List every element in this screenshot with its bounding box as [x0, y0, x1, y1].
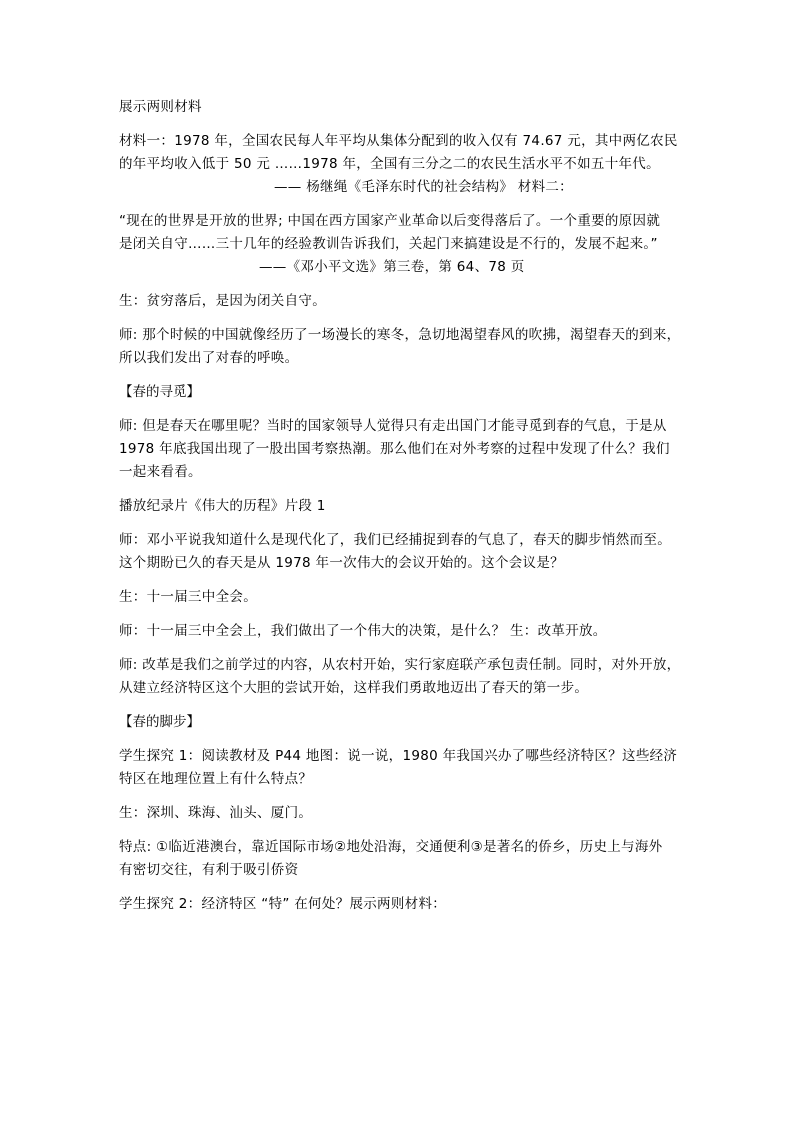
material-two-source: ——《邓小平文选》第三卷，第 64、78 页: [259, 259, 525, 275]
student-inquiry-2: 学生探究 2：经济特区 “特” 在何处？展示两则材料：: [119, 896, 447, 912]
student-answer-3: 生：深圳、珠海、汕头、厦门。: [119, 805, 313, 821]
student-answer-2: 生：十一届三中全会。: [119, 589, 257, 605]
intro-line: 展示两则材料: [119, 99, 202, 115]
section-heading-spring-search: 【春的寻觅】: [119, 384, 200, 400]
document-page: [119, 96, 689, 927]
student-inquiry-1: 学生探究 1：阅读教材及 P44 地图：说一说，1980 年我国兴办了哪些经济特区？这些经济 特区在地理位置上有什么特点？: [119, 748, 678, 787]
teacher-remark-1: 师: 那个时候的中国就像经历了一场漫长的寒冬，急切地渴望春风的吹拂，渴望春天的到来， 所以我们发出了对春的呼唤。: [119, 327, 681, 366]
teacher-remark-3: 师：邓小平说我知道什么是现代化了，我们已经捕捉到春的气息了，春天的脚步悄然而至。 这个期盼已久的春天是从 1978 年一次伟大的会议开始的。这个会议是？: [119, 532, 671, 571]
material-one-paragraph: 材料一：1978 年，全国农民每人年平均从集体分配到的收入仅有 74.67 元，其中两亿农民 的年平均收入低于 50 元 ……1978 年，全国有三分之二的农民生活水平不如五十年代。 —— 杨继绳《毛泽东时代的社会结构》 材料二：: [119, 130, 689, 199]
documentary-line: 播放纪录片《伟大的历程》片段 1: [119, 498, 326, 514]
teacher-remark-4: 师：十一届三中全会上，我们做出了一个伟大的决策，是什么？ 生：改革开放。: [119, 623, 607, 639]
teacher-remark-5: 师: 改革是我们之前学过的内容，从农村开始，实行家庭联产承包责任制。同时，对外开放， 从建立经济特区这个大胆的尝试开始，这样我们勇敢地迈出了春天的第一步。: [119, 657, 681, 696]
features-paragraph: 特点: ①临近港澳台，靠近国际市场②地处沿海，交通便利③是著名的侨乡，历史上与海外 有密切交往，有利于吸引侨资: [119, 839, 663, 878]
material-two-paragraph: “现在的世界是开放的世界; 中国在西方国家产业革命以后变得落后了。一个重要的原因就 是闭关自守……三十几年的经验教训告诉我们，关起门来搞建设是不行的，发展不起来。” ——《邓小平文选》第三卷，第 64、78 页: [119, 210, 689, 279]
section-heading-spring-steps: 【春的脚步】: [119, 714, 200, 730]
teacher-remark-2: 师: 但是春天在哪里呢？当时的国家领导人觉得只有走出国门才能寻觅到春的气息，于是从 1978 年底我国出现了一股出国考察热潮。那么他们在对外考察的过程中发现了什么？我们 一起来看看。: [119, 418, 670, 480]
student-answer-1: 生：贫穷落后，是因为闭关自守。: [119, 293, 326, 309]
material-one-source: —— 杨继绳《毛泽东时代的社会结构》 材料二：: [274, 179, 573, 195]
